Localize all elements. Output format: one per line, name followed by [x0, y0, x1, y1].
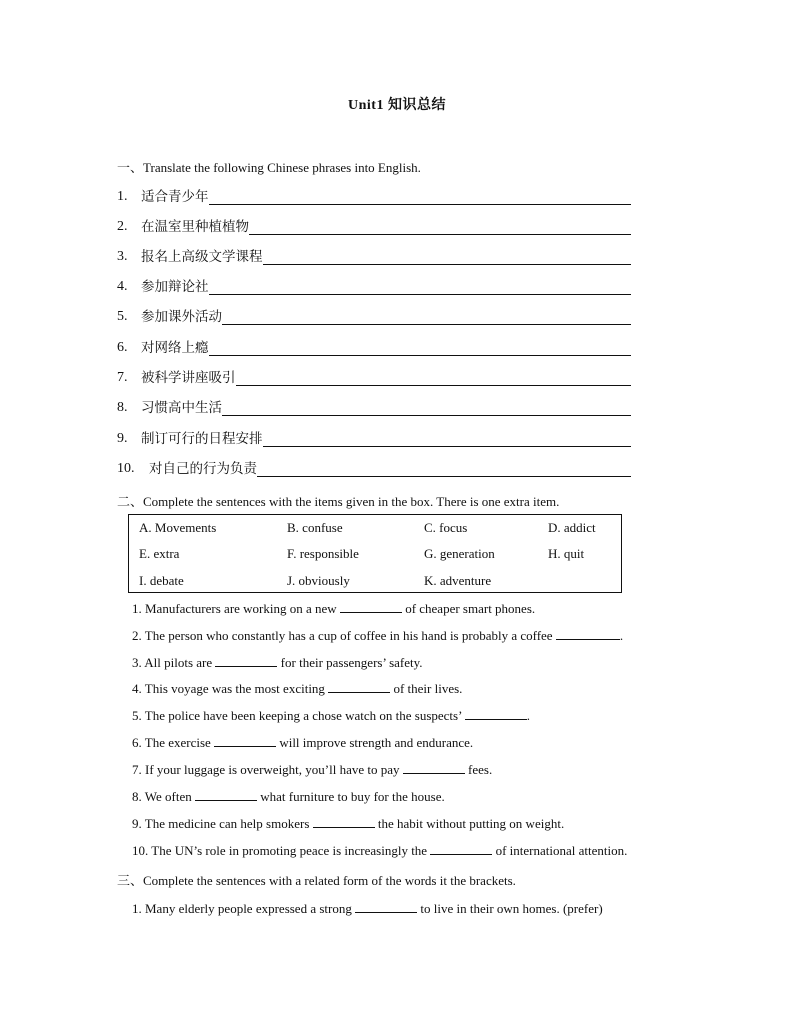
question-text: will improve strength and endurance.: [276, 735, 474, 750]
item-number: 6.: [117, 340, 128, 355]
answer-line[interactable]: [236, 370, 632, 386]
option-g: G. generation: [424, 546, 495, 561]
answer-line[interactable]: [209, 189, 632, 205]
item-text: 对自己的行为负责: [149, 461, 257, 477]
item-number: 8.: [117, 400, 128, 415]
question-text: 3. All pilots are: [132, 655, 216, 670]
question-text: .: [526, 708, 530, 723]
item-number: 4.: [117, 279, 128, 294]
question-text: the habit without putting on weight.: [374, 816, 565, 831]
answer-blank[interactable]: [313, 815, 375, 828]
question-9: [132, 815, 564, 832]
question-text: of cheaper smart phones.: [401, 601, 536, 616]
question-text: 6. The exercise: [132, 735, 215, 750]
item-number: 1.: [117, 189, 128, 204]
question-1: [132, 600, 535, 617]
answer-blank[interactable]: [195, 788, 257, 801]
question-text: 10. The UN’s role in promoting peace is increasingly the: [132, 843, 431, 858]
answer-line[interactable]: [249, 219, 631, 235]
translation-item-7: [117, 366, 631, 386]
item-number: 10.: [117, 461, 135, 476]
answer-blank[interactable]: [328, 680, 390, 693]
answer-line[interactable]: [222, 400, 631, 416]
section3-question-1: [132, 900, 603, 917]
option-c: C. focus: [424, 520, 468, 535]
option-e: E. extra: [139, 546, 180, 561]
answer-line[interactable]: [209, 279, 632, 295]
question-text: 7. If your luggage is overweight, you’ll have to pay: [132, 762, 403, 777]
answer-line[interactable]: [263, 249, 632, 265]
item-text: 制订可行的日程安排: [141, 431, 263, 447]
question-text: .: [619, 628, 624, 643]
answer-blank[interactable]: [430, 842, 492, 855]
question-text: 1. Manufacturers are working on a new: [132, 601, 340, 616]
question-2: [132, 627, 623, 644]
section3-heading: 三、Complete the sentences with a related form of the words it the brackets.: [117, 873, 516, 888]
translation-item-5: [117, 305, 631, 325]
item-number: 3.: [117, 249, 128, 264]
question-7: [132, 761, 492, 778]
question-text: 9. The medicine can help smokers: [132, 816, 313, 831]
option-b: B. confuse: [287, 520, 343, 535]
item-text: 适合青少年: [141, 189, 209, 205]
item-text: 参加课外活动: [141, 309, 222, 325]
option-f: F. responsible: [287, 546, 359, 561]
question-5: [132, 707, 530, 724]
item-text: 对网络上瘾: [141, 340, 209, 356]
question-text: fees.: [464, 762, 493, 777]
option-j: J. obviously: [287, 573, 350, 588]
answer-blank[interactable]: [465, 707, 527, 720]
question-text: 2. The person who constantly has a cup of coffee in his hand is probably a coffee: [132, 628, 556, 643]
item-number: 9.: [117, 431, 128, 446]
translation-item-9: [117, 427, 631, 447]
question-text: what furniture to buy for the house.: [256, 789, 445, 804]
answer-blank[interactable]: [556, 627, 620, 640]
translation-item-2: [117, 215, 631, 235]
item-text: 习惯高中生活: [141, 400, 222, 416]
question-10: [132, 842, 627, 859]
answer-line[interactable]: [263, 431, 632, 447]
item-text: 被科学讲座吸引: [141, 370, 236, 386]
translation-item-8: [117, 396, 631, 416]
option-d: D. addict: [548, 520, 596, 535]
question-text: 4. This voyage was the most exciting: [132, 681, 329, 696]
item-number: 5.: [117, 309, 128, 324]
translation-item-4: [117, 275, 631, 295]
option-k: K. adventure: [424, 573, 492, 588]
option-h: H. quit: [548, 546, 585, 561]
translation-item-1: [117, 185, 631, 205]
item-text: 报名上高级文学课程: [141, 249, 263, 265]
option-a: A. Movements: [139, 520, 217, 535]
answer-blank[interactable]: [214, 734, 276, 747]
answer-blank[interactable]: [403, 761, 465, 774]
section1-heading: 一、Translate the following Chinese phrases into English.: [117, 160, 421, 175]
question-text: of their lives.: [390, 681, 463, 696]
translation-item-10: [117, 457, 631, 477]
question-text: of international attention.: [492, 843, 628, 858]
question-text: 1. Many elderly people expressed a strong: [132, 901, 356, 916]
question-8: [132, 788, 445, 805]
option-i: I. debate: [139, 573, 184, 588]
question-text: 8. We often: [132, 789, 195, 804]
item-number: 2.: [117, 219, 128, 234]
answer-line[interactable]: [209, 340, 632, 356]
answer-line[interactable]: [257, 461, 631, 477]
page-title: Unit1 知识总结: [348, 98, 446, 113]
word-box: [128, 514, 622, 593]
answer-line[interactable]: [222, 309, 631, 325]
answer-blank[interactable]: [340, 600, 402, 613]
translation-item-3: [117, 245, 631, 265]
answer-blank[interactable]: [355, 900, 417, 913]
question-text: for their passengers’ safety.: [277, 655, 423, 670]
item-number: 7.: [117, 370, 128, 385]
translation-item-6: [117, 336, 631, 356]
question-6: [132, 734, 473, 751]
question-text: 5. The police have been keeping a chose watch on the suspects’: [132, 708, 465, 723]
item-text: 在温室里种植植物: [141, 219, 249, 235]
question-3: [132, 654, 423, 671]
answer-blank[interactable]: [215, 654, 277, 667]
question-4: [132, 680, 462, 697]
item-text: 参加辩论社: [141, 279, 209, 295]
section2-heading: 二、Complete the sentences with the items given in the box. There is one extra item.: [117, 494, 560, 509]
question-text: to live in their own homes. (prefer): [417, 901, 603, 916]
